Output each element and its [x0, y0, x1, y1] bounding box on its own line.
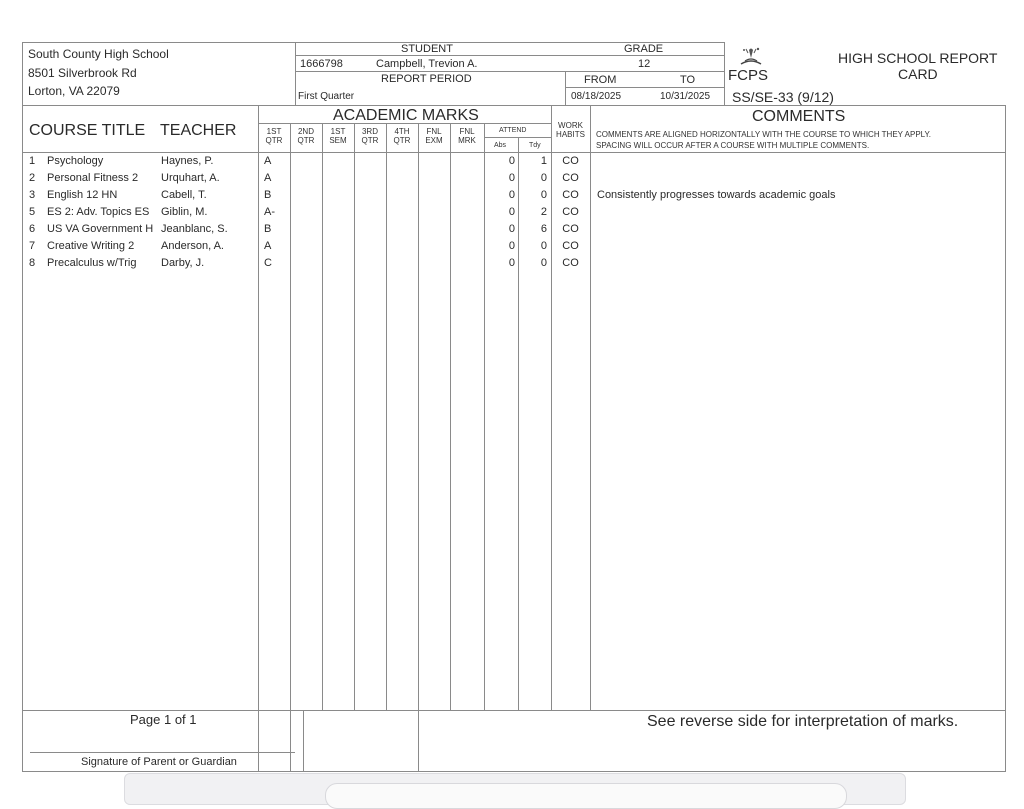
- tardies: 1: [540, 155, 547, 167]
- comments-note-1: COMMENTS ARE ALIGNED HORIZONTALLY WITH THE COURSE TO WHICH THEY APPLY.: [596, 130, 932, 139]
- report-period-value: First Quarter: [298, 91, 355, 102]
- to-date: 10/31/2025: [660, 91, 711, 102]
- report-title-line1: HIGH SCHOOL REPORT: [838, 50, 998, 66]
- absences: 0: [508, 172, 515, 184]
- course-title: US VA Government H: [47, 224, 154, 235]
- absences: 0: [508, 155, 515, 167]
- from-label: FROM: [584, 74, 617, 86]
- absences: 0: [508, 223, 515, 235]
- work-habits: CO: [562, 155, 579, 167]
- table-row: [0, 156, 1024, 170]
- course-title: Precalculus w/Trig: [47, 258, 137, 269]
- form-code: SS/SE-33 (9/12): [732, 89, 834, 105]
- from-date: 08/18/2025: [571, 91, 622, 102]
- reverse-side-note: See reverse side for interpretation of marks.: [647, 713, 959, 730]
- teacher-header: TEACHER: [160, 122, 237, 139]
- col-s1: 1ST SEM: [329, 127, 347, 145]
- fcps-logo-text: FCPS: [728, 67, 769, 84]
- table-row: [0, 224, 1024, 238]
- tardies: 0: [540, 240, 547, 252]
- absences: 0: [508, 257, 515, 269]
- course-title: ES 2: Adv. Topics ES: [47, 207, 150, 218]
- course-number: 3: [29, 189, 36, 201]
- student-name: Campbell, Trevion A.: [376, 58, 478, 70]
- student-grade: 12: [638, 58, 651, 70]
- grade-label: GRADE: [624, 43, 664, 55]
- work-habits-header: WORK HABITS: [556, 121, 585, 139]
- academic-marks-header: ACADEMIC MARKS: [333, 107, 479, 124]
- course-number: 1: [29, 155, 36, 167]
- course-title: English 12 HN: [47, 190, 118, 201]
- signature-label: Signature of Parent or Guardian: [81, 756, 237, 768]
- tdy-header: Tdy: [529, 142, 541, 149]
- tardies: 0: [540, 172, 547, 184]
- table-row: [0, 207, 1024, 221]
- attend-header: ATTEND: [499, 127, 527, 134]
- col-q4: 4TH QTR: [393, 127, 411, 145]
- tardies: 0: [540, 189, 547, 201]
- course-number: 8: [29, 257, 36, 269]
- mark-q1: B: [264, 189, 272, 201]
- to-label: TO: [680, 74, 696, 86]
- comments-header: COMMENTS: [752, 108, 846, 125]
- col-final-mark: FNL MRK: [458, 127, 476, 145]
- table-row: [0, 190, 1024, 204]
- table-row: [0, 241, 1024, 255]
- work-habits: CO: [562, 240, 579, 252]
- course-number: 5: [29, 206, 36, 218]
- mark-q1: C: [264, 257, 272, 269]
- table-row: [0, 173, 1024, 187]
- school-address: 8501 Silverbrook Rd: [28, 66, 137, 80]
- work-habits: CO: [562, 206, 579, 218]
- viewer-toolbar-control[interactable]: [325, 783, 847, 809]
- tardies: 6: [540, 223, 547, 235]
- report-period-label: REPORT PERIOD: [381, 73, 472, 85]
- col-q1: 1ST QTR: [265, 127, 283, 145]
- course-number: 6: [29, 223, 36, 235]
- work-habits: CO: [562, 189, 579, 201]
- work-habits: CO: [562, 223, 579, 235]
- mark-q1: A: [264, 240, 272, 252]
- tardies: 0: [540, 257, 547, 269]
- absences: 0: [508, 189, 515, 201]
- course-teacher: Urquhart, A.: [161, 172, 220, 184]
- work-habits: CO: [562, 257, 579, 269]
- course-teacher: Cabell, T.: [161, 189, 207, 201]
- course-number: 7: [29, 240, 36, 252]
- col-q3: 3RD QTR: [361, 127, 379, 145]
- comments-note-2: SPACING WILL OCCUR AFTER A COURSE WITH MULTIPLE COMMENTS.: [596, 141, 870, 150]
- course-teacher: Anderson, A.: [161, 240, 224, 252]
- work-habits: CO: [562, 172, 579, 184]
- course-teacher: Haynes, P.: [161, 155, 214, 167]
- absences: 0: [508, 206, 515, 218]
- tardies: 2: [540, 206, 547, 218]
- course-teacher: Darby, J.: [161, 257, 205, 269]
- course-teacher: Giblin, M.: [161, 206, 208, 218]
- course-comment: Consistently progresses towards academic goals: [597, 189, 836, 201]
- mark-q1: A: [264, 155, 272, 167]
- course-title: Creative Writing 2: [47, 241, 135, 252]
- page-indicator: Page 1 of 1: [130, 712, 197, 727]
- report-title-line2: CARD: [898, 66, 938, 82]
- course-title: Psychology: [47, 156, 104, 167]
- table-row: [0, 258, 1024, 272]
- course-teacher: Jeanblanc, S.: [161, 223, 228, 235]
- mark-q1: A: [264, 172, 272, 184]
- mark-q1: A-: [264, 206, 275, 218]
- course-title-header: COURSE TITLE: [29, 122, 146, 139]
- student-label: STUDENT: [401, 43, 453, 55]
- course-number: 2: [29, 172, 36, 184]
- col-q2: 2ND QTR: [297, 127, 315, 145]
- col-final-exam: FNL EXM: [425, 127, 443, 145]
- mark-q1: B: [264, 223, 272, 235]
- abs-header: Abs: [494, 142, 507, 149]
- course-title: Personal Fitness 2: [47, 173, 139, 184]
- absences: 0: [508, 240, 515, 252]
- school-name: South County High School: [28, 47, 169, 61]
- student-id: 1666798: [300, 58, 343, 70]
- school-city: Lorton, VA 22079: [28, 84, 120, 98]
